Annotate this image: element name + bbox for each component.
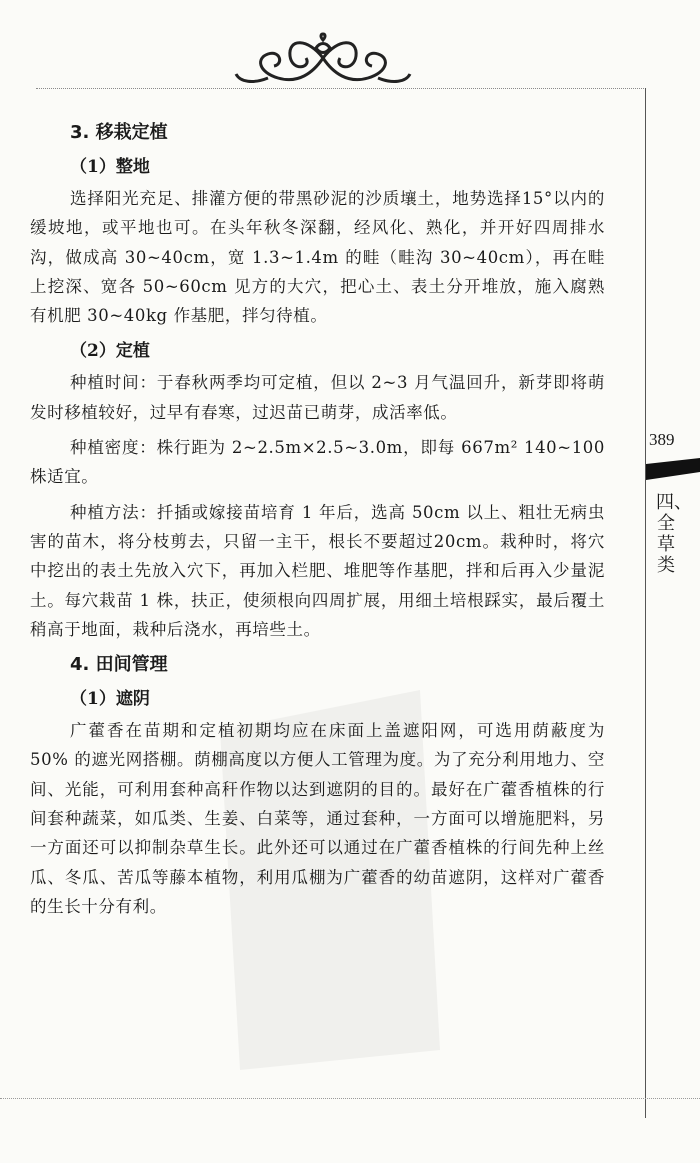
margin-rule [645,88,646,1118]
subsection-heading: （2）定植 [70,341,150,362]
subsection-heading: （1）整地 [70,157,150,177]
paragraph: 广藿香在苗期和定植初期均应在床面上盖遮阳网，可选用荫蔽度为 50% 的遮光网搭棚。荫棚高度以方便人工管理为度。为了充分利用地力、空间、光能，可利用套种高秆作物以达到遮阴的目的。最好在广藿香植株的行间套种蔬菜，如瓜类、生姜、白菜等，通过套种，一方面可以增施肥料，另一方面还可以抑制杂草生长。此外还可以通过在广藿香植株的行间先种上丝瓜、冬瓜、苦瓜等藤本植物，利用瓜棚为广藿香的幼苗遮阴，这样对广藿香的生长十分有利。 [30,721,605,916]
subsection-heading: （1）遮阴 [70,689,150,710]
header-rule [36,88,646,89]
paragraph: 选择阳光充足、排灌方便的带黑砂泥的沙质壤土，地势选择15°以内的缓坡地，或平地也可。在头年秋冬深翻，经风化、熟化，并开好四周排水沟，做成高 30~40cm，宽 1.3~1.4m 的畦（畦沟 30~40cm），再在畦上挖深、宽各 50~60cm 见方的大穴，把心土、表土分开堆放，施入腐熟有机肥 30~40kg 作基肥，拌匀待植。 [30,189,605,326]
page-body [30,118,605,927]
paragraph: 种植方法：扦插或嫁接苗培育 1 年后，选高 50cm 以上、粗壮无病虫害的苗木，将分枝剪去，只留一主干，根长不要超过20cm。栽种时，将穴中挖出的表土先放入穴下，再加入栏肥、堆肥等作基肥，拌和后再入少量泥土。每穴栽苗 1 株，扶正，使须根向四周扩展，用细土培根踩实，最后覆土稍高于地面，栽种后浇水，再培些土。 [30,502,605,639]
scroll-ornament-icon [228,28,418,92]
chapter-label: 四、全草类 [656,492,692,576]
section-heading: 3. 移栽定植 [70,122,168,143]
section-heading: 4. 田间管理 [70,654,168,676]
paragraph: 种植时间：于春秋两季均可定植，但以 2~3 月气温回升，新芽即将萌发时移植较好，过早有春寒，过迟苗已萌芽，成活率低。 [30,373,605,422]
footer-rule [0,1098,700,1099]
chapter-tab-wedge-icon [646,458,700,488]
page-number: 389 [649,430,675,449]
paragraph: 种植密度：株行距为 2~2.5m×2.5~3.0m，即每 667m² 140~100 株适宜。 [30,438,605,487]
